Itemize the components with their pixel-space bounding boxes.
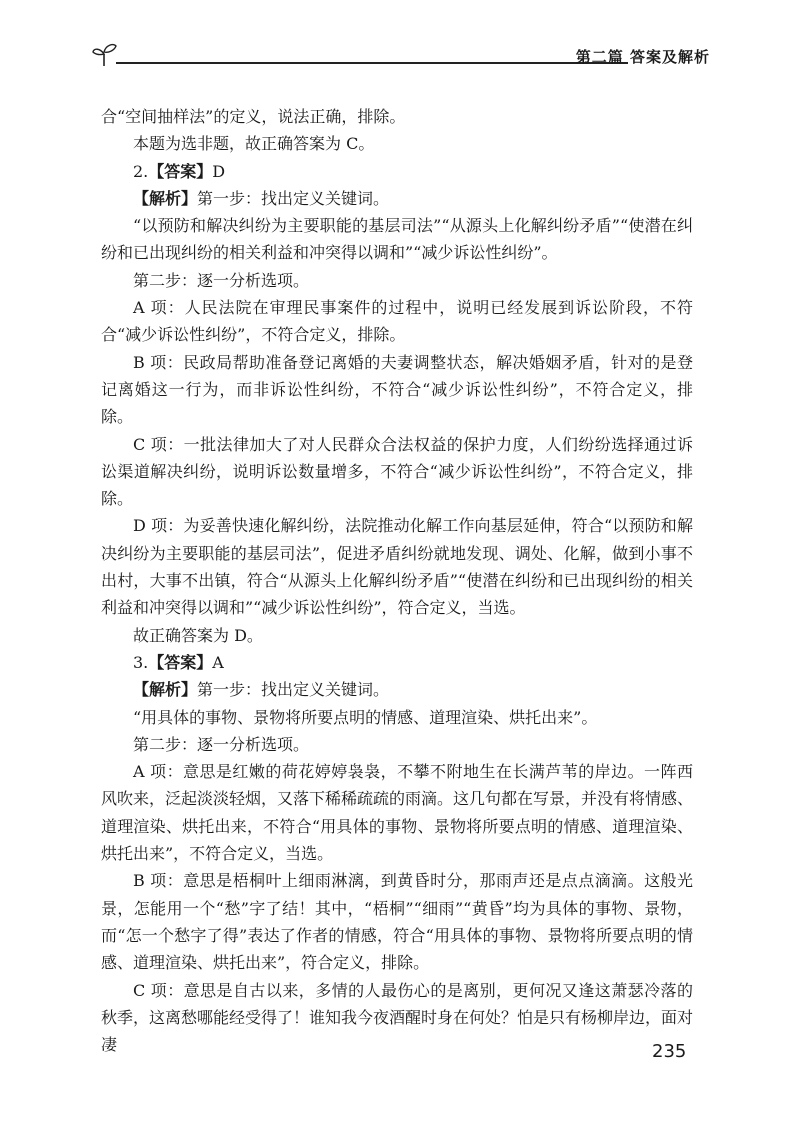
paragraph	[101, 731, 693, 758]
paragraph-text: A 项：意思是红嫩的荷花婷婷袅袅，不攀不附地生在长满芦苇的岸边。一阵西风吹来，泛起淡淡轻烟，又落下稀稀疏疏的雨滴。这几句都在写景，并没有将情感、道理渲染、烘托出来，不符合“用具体的事物、景物将所要点明的情感、道理渲染、烘托出来”，不符合定义，当选。	[101, 762, 694, 864]
paragraph	[101, 867, 693, 976]
section-label: 【解析】	[133, 680, 198, 700]
paragraph	[101, 431, 693, 513]
question-number: 3.	[133, 652, 149, 672]
section-label: 【答案】	[148, 652, 213, 672]
section-label: 【解析】	[133, 188, 198, 208]
paragraph	[101, 349, 693, 431]
running-header	[90, 40, 710, 70]
section-label: 【答案】	[148, 161, 213, 181]
paragraph	[101, 267, 693, 294]
paragraph	[101, 676, 693, 703]
paragraph	[101, 130, 693, 157]
page-body	[101, 103, 693, 1058]
paragraph	[101, 212, 693, 267]
paragraph	[101, 704, 693, 731]
paragraph-text: D 项：为妥善快速化解纠纷，法院推动化解工作向基层延伸，符合“以预防和解决纠纷为主要职能的基层司法”，促进矛盾纠纷就地发现、调处、化解，做到小事不出村，大事不出镇，符合“从源头上化解纠纷矛盾”“使潜在纠纷和已出现纠纷的相关利益和冲突得以调和”“减少诉讼性纠纷”，符合定义，当选。	[101, 516, 693, 618]
paragraph	[101, 158, 693, 185]
paragraph-text: A 项：人民法院在审理民事案件的过程中，说明已经发展到诉讼阶段，不符合“减少诉讼性纠纷”，不符合定义，排除。	[101, 298, 693, 345]
paragraph	[101, 622, 693, 649]
paragraph-text: C 项：意思是自古以来，多情的人最伤心的是离别，更何况又逢这萧瑟冷落的秋季，这离愁哪能经受得了！谁知我今夜酒醒时身在何处？怕是只有杨柳岸边，面对凄	[101, 980, 694, 1055]
page-number: 235	[652, 1041, 687, 1062]
question-number: 2.	[133, 161, 149, 181]
paragraph-text: “以预防和解决纠纷为主要职能的基层司法”“从源头上化解纠纷矛盾”“使潜在纠纷和已出现纠纷的相关利益和冲突得以调和”“减少诉讼性纠纷”。	[101, 216, 693, 263]
paragraph-text: 故正确答案为 D。	[133, 625, 263, 645]
paragraph-text: 第二步：逐一分析选项。	[133, 270, 310, 290]
paragraph-text: 合“空间抽样法”的定义，说法正确，排除。	[101, 107, 406, 126]
paragraph	[101, 977, 693, 1059]
paragraph-text: B 项：意思是梧桐叶上细雨淋漓，到黄昏时分，那雨声还是点点滴滴。这般光景，怎能用一个“愁”字了结！其中，“梧桐”“细雨”“黄昏”均为具体的事物、景物，而“怎一个愁字了得”表达了作者的情感，符合“用具体的事物、景物将所要点明的情感、道理渲染、烘托出来”，符合定义，排除。	[101, 871, 693, 973]
paragraph	[101, 294, 693, 349]
paragraph	[101, 758, 693, 867]
paragraph-text: 第一步：找出定义关键词。	[197, 188, 390, 208]
paragraph-text: D	[212, 161, 226, 181]
section-title: 第二篇 答案及解析	[575, 48, 710, 66]
header-rule	[116, 62, 628, 64]
sprout-icon	[90, 40, 118, 68]
paragraph-text: B 项：民政局帮助准备登记离婚的夫妻调整状态，解决婚姻矛盾，针对的是登记离婚这一行为，而非诉讼性纠纷，不符合“减少诉讼性纠纷”，不符合定义，排除。	[101, 352, 693, 427]
paragraph	[101, 185, 693, 212]
paragraph-text: 第一步：找出定义关键词。	[197, 680, 390, 700]
paragraph-text: C 项：一批法律加大了对人民群众合法权益的保护力度，人们纷纷选择通过诉讼渠道解决纠纷，说明诉讼数量增多，不符合“减少诉讼性纠纷”，不符合定义，排除。	[101, 434, 693, 509]
paragraph	[101, 512, 693, 621]
paragraph-text: 本题为选非题，故正确答案为 C。	[133, 134, 375, 154]
paragraph	[101, 103, 693, 130]
paragraph-text: 第二步：逐一分析选项。	[133, 734, 310, 754]
paragraph-text: “用具体的事物、景物将所要点明的情感、道理渲染、烘托出来”。	[133, 707, 598, 727]
paragraph-text: A	[212, 652, 224, 672]
paragraph	[101, 649, 693, 676]
